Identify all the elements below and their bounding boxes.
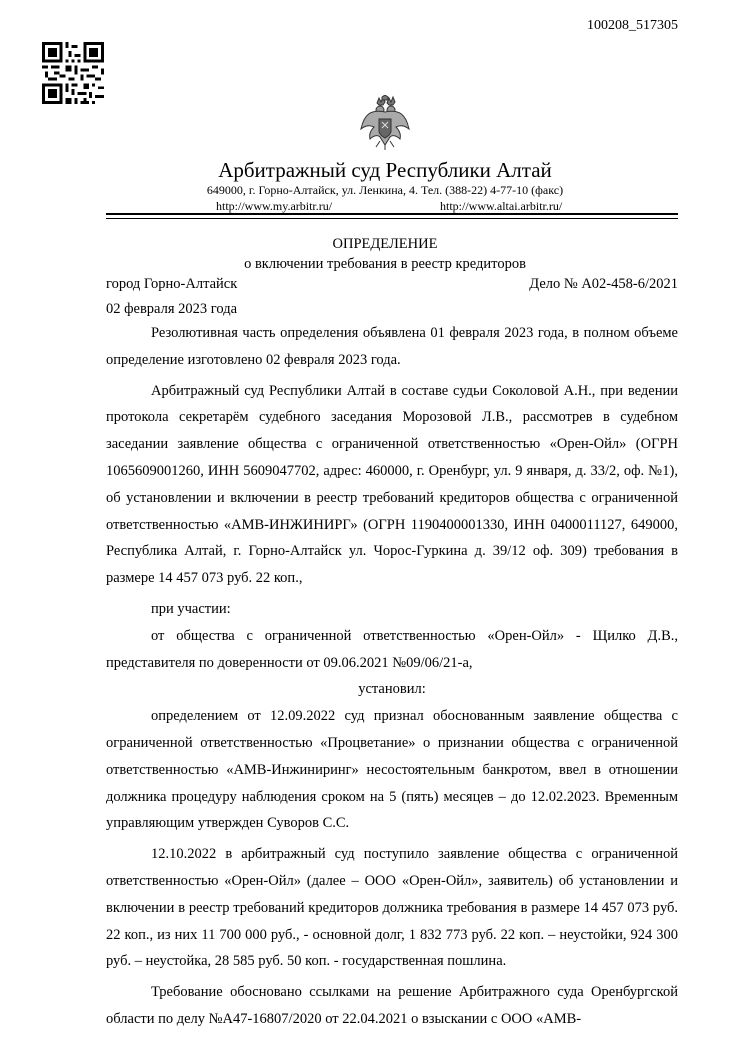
court-address: 649000, г. Горно-Алтайск, ул. Ленкина, 4. Тел. (388-22) 4-77-10 (факс) xyxy=(206,183,564,197)
paragraph: Резолютивная часть определения объявлена 01 февраля 2023 года, в полном объеме определение изготовлено 02 февраля 2023 года. xyxy=(106,325,678,368)
paragraph: Арбитражный суд Республики Алтай в составе судьи Соколовой А.Н., при ведении протокола секретарём судебного заседания Морозовой Л.В., рассмотрев в судебном заседании заявление общества с ограниченной ответственностью «Орен-Ойл» (ОГРН 1065609001260, ИНН 5609047702, адрес: 460000, г. Оренбург, ул. 9 января, д. 33/2, оф. №1), об установлении и включении в реестр требований кредиторов общества с ограниченной ответственностью «АМВ-ИНЖИНИРГ» (ОГРН 1190400001330, ИНН 0400011127, 649000, Республика Алтай, г. Горно-Алтайск ул. Чорос-Гуркина д. 39/12 оф. 309) требования в размере 14 457 073 руб. 22 коп., xyxy=(106,382,678,587)
document-body xyxy=(106,320,678,1033)
case-id: 100208_517305 xyxy=(587,18,678,33)
court-name: Арбитражный суд Республики Алтай xyxy=(218,158,552,182)
header-rule-thin xyxy=(106,218,678,219)
website-link-2[interactable]: http://www.altai.arbitr.ru/ xyxy=(440,199,563,213)
document-title: ОПРЕДЕЛЕНИЕ xyxy=(332,236,438,252)
coat-of-arms-icon xyxy=(360,95,410,151)
case-number: Дело № А02-458-6/2021 xyxy=(529,276,678,292)
document-date: 02 февраля 2023 года xyxy=(106,301,238,317)
header-rule-thick xyxy=(106,213,678,215)
paragraph: при участии: xyxy=(151,600,231,617)
section-heading: установил: xyxy=(358,681,426,698)
paragraph: от общества с ограниченной ответственностью «Орен-Ойл» - Щилко Д.В., представителя по доверенности от 09.06.2021 №09/06/21-а, xyxy=(106,627,678,671)
qr-code xyxy=(42,42,104,104)
paragraph: определением от 12.09.2022 суд признал обоснованным заявление общества с ограниченной ответственностью «Процветание» о признании общества с ограниченной ответственностью «АМВ-Инжиниринг» несостоятельным банкротом, ввел в отношении должника процедуру наблюдения сроком на 5 (пять) месяцев – до 12.02.2023. Временным управляющим утвержден Суворов С.С. xyxy=(106,708,678,832)
paragraph: 12.10.2022 в арбитражный суд поступило заявление общества с ограниченной ответственностью «Орен-Ойл» (далее – ООО «Орен-Ойл», заявитель) об установлении и включении в реестр требований кредиторов должника требования в размере 14 457 073 руб. 22 коп., из них 11 700 000 руб., - основной долг, 1 832 773 руб. 22 коп. – неустойки, 924 300 руб. – неустойка, 28 585 руб. 50 коп. - государственная пошлина. xyxy=(106,846,678,970)
paragraph: Требование обосновано ссылками на решение Арбитражного суда Оренбургской области по делу №А47-16807/2020 от 22.04.2021 о взыскании с ООО «АМВ- xyxy=(106,984,678,1027)
document-subtitle: о включении требования в реестр кредиторов xyxy=(244,256,526,272)
website-link-1[interactable]: http://www.my.arbitr.ru/ xyxy=(216,199,333,213)
city: город Горно-Алтайск xyxy=(106,276,238,292)
